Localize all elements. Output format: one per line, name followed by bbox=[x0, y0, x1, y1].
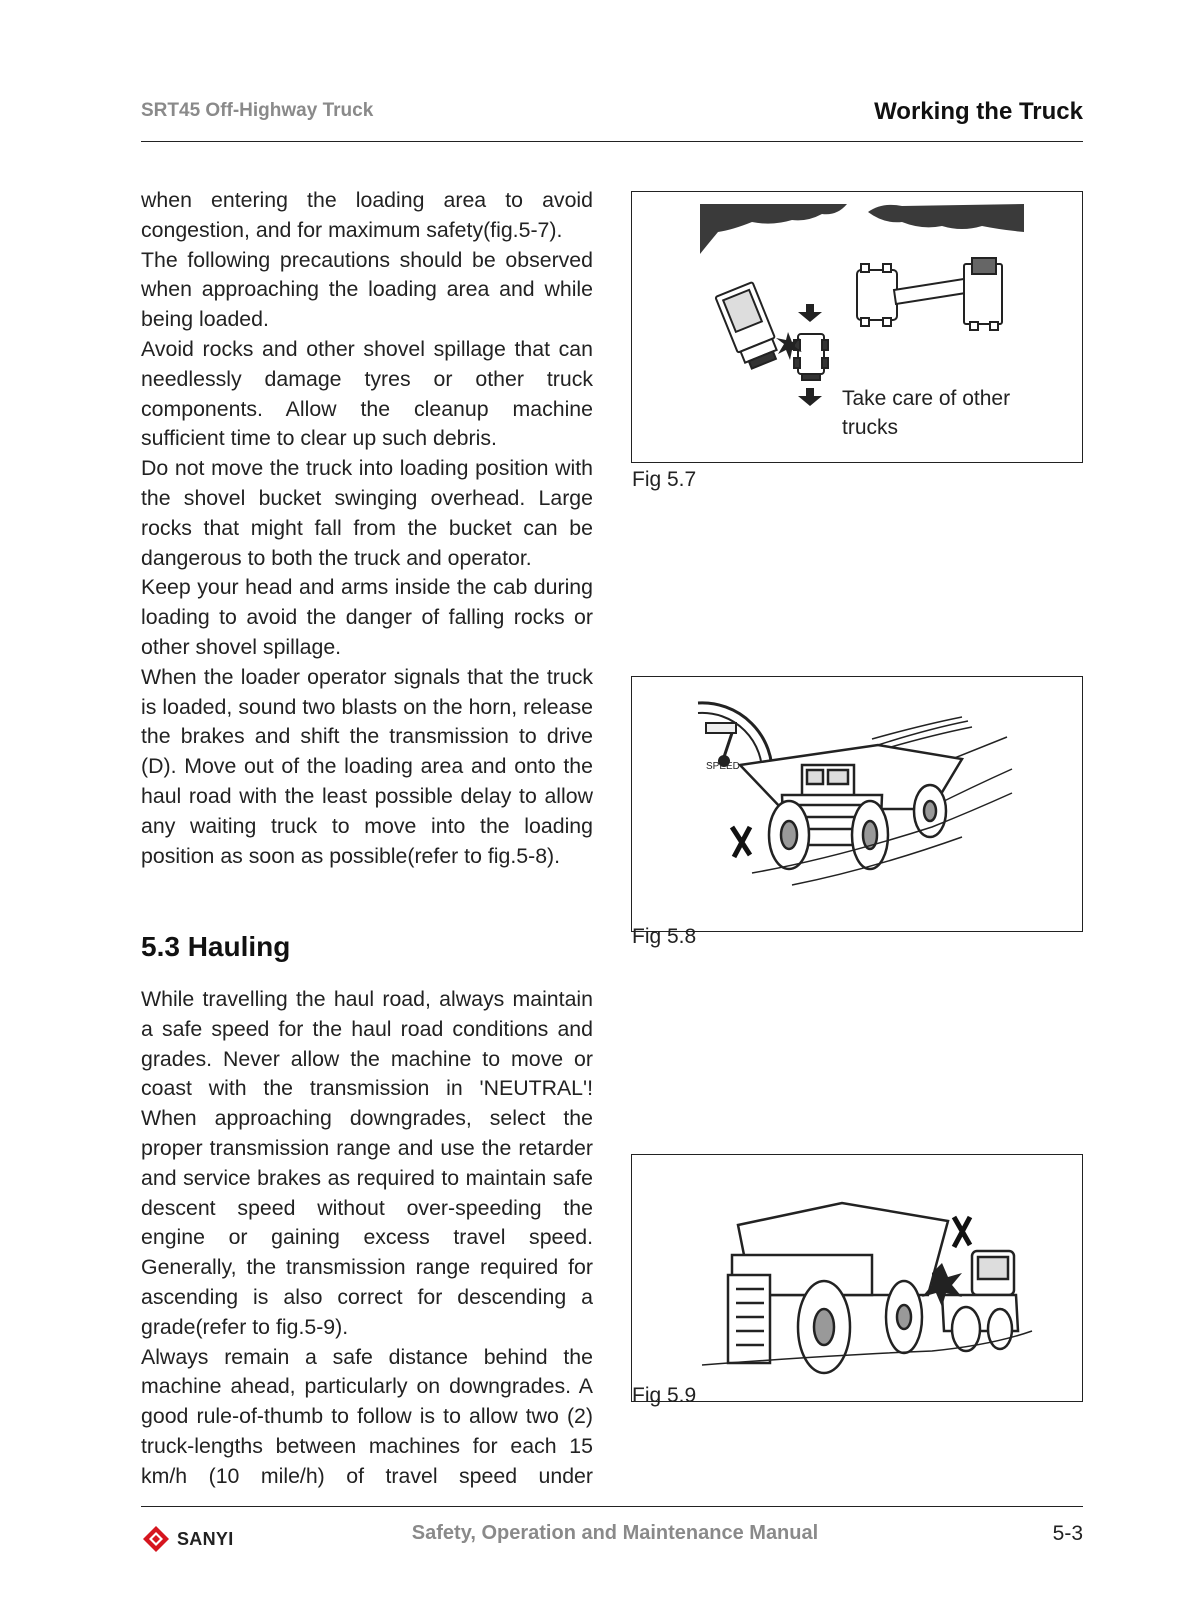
paragraph: Keep your head and arms inside the cab during loading to avoid the danger of falling rocks or other shovel spillage. bbox=[141, 575, 593, 659]
figure-5-9 bbox=[631, 1154, 1083, 1402]
section-heading: 5.3 Hauling bbox=[141, 931, 291, 962]
figure-label-line2: trucks bbox=[842, 416, 899, 439]
paragraph: Do not move the truck into loading position with the shovel bucket swinging overhead. Large rocks that might fall from the bucket can be dangerous to both the truck and operator. bbox=[141, 456, 593, 570]
body-text-bottom bbox=[141, 985, 593, 1492]
loading-area-illustration bbox=[632, 192, 1084, 464]
header-document-title: SRT45 Off-Highway Truck bbox=[141, 100, 374, 121]
paragraph: While travelling the haul road, always maintain a safe speed for the haul road conditions and grades. Never allow the machine to move or coast with the transmission in 'NEUTRAL'! When approaching downgrades, select the proper transmission range and use the retarder and service brakes as required to maintain safe descent speed without over-speeding the engine or gaining excess travel speed. Generally, the transmission range required for ascending is also correct for descending a grade(refer to fig.5-9). bbox=[141, 987, 593, 1339]
paragraph: When the loader operator signals that the truck is loaded, sound two blasts on the horn, release the brakes and shift the transmission to drive (D). Move out of the loading area and onto the haul road with the least possible delay to allow any waiting truck to move into the loading position as soon as possible(refer to fig.5-8). bbox=[141, 664, 593, 868]
speeding-truck-illustration bbox=[632, 677, 1084, 933]
header-divider bbox=[141, 141, 1083, 142]
page-number: 5-3 bbox=[1052, 1522, 1083, 1545]
logo-text: SANYI bbox=[177, 1528, 234, 1549]
figure-caption: Fig 5.7 bbox=[632, 468, 697, 491]
body-text-top bbox=[141, 186, 593, 871]
figure-5-7 bbox=[631, 191, 1083, 463]
tailgating-collision-illustration bbox=[632, 1155, 1084, 1403]
figure-label-line1: Take care of other bbox=[842, 387, 1011, 410]
gauge-label: SPEED bbox=[706, 761, 740, 772]
figure-caption: Fig 5.9 bbox=[632, 1384, 697, 1407]
paragraph: when entering the loading area to avoid congestion, and for maximum safety(fig.5-7). bbox=[141, 188, 593, 242]
footer-manual-title: Safety, Operation and Maintenance Manual bbox=[411, 1522, 819, 1544]
footer-divider bbox=[141, 1506, 1083, 1507]
figure-caption: Fig 5.8 bbox=[632, 925, 697, 948]
paragraph: Always remain a safe distance behind the machine ahead, particularly on downgrades. A good rule-of-thumb to follow is to allow two (2) truck-lengths between machines for each 15 km/h (10 mile/h) of travel speed under bbox=[141, 1344, 593, 1488]
paragraph: Avoid rocks and other shovel spillage that can needlessly damage tyres or other truck components. Allow the cleanup machine sufficient time to clear up such debris. bbox=[141, 336, 593, 451]
paragraph: The following precautions should be observed when approaching the loading area and while being loaded. bbox=[141, 247, 593, 332]
figure-5-8 bbox=[631, 676, 1083, 932]
header-chapter-title: Working the Truck bbox=[874, 98, 1083, 125]
